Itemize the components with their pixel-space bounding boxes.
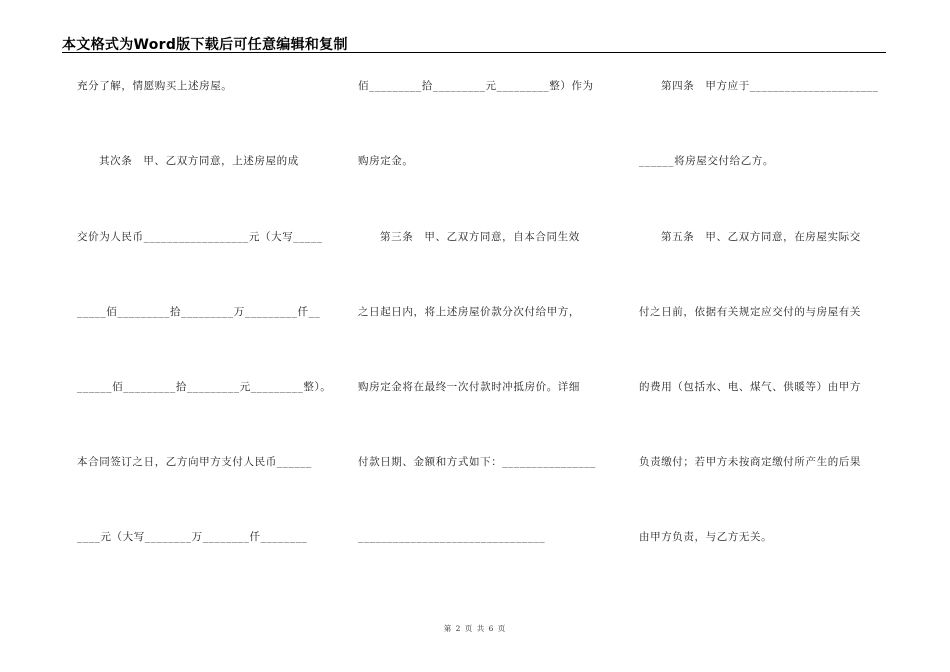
column-1-line-1: 充分了解，情愿购买上述房屋。 xyxy=(77,80,233,92)
text-column-3 xyxy=(639,0,889,600)
column-3-line-7: 由甲方负责，与乙方无关。 xyxy=(639,531,773,543)
column-1-line-4: _____佰_________拾_________万_________仟__ xyxy=(77,306,321,318)
column-3-line-3: 第五条 甲、乙双方同意，在房屋实际交 xyxy=(661,231,861,243)
text-column-1 xyxy=(77,0,332,600)
column-2-line-6: 付款日期、金额和方式如下：________________ xyxy=(358,456,596,468)
column-2-line-2: 购房定金。 xyxy=(358,155,414,167)
column-1-line-3: 交价为人民币__________________元（大写_____ xyxy=(77,231,323,243)
text-column-2 xyxy=(358,0,608,600)
column-2-line-4: 之日起日内，将上述房屋价款分次付给甲方， xyxy=(358,306,580,318)
page-header-title: 本文格式为Word版下载后可任意编辑和复制 xyxy=(62,37,348,53)
column-3-line-6: 负责缴付；若甲方未按商定缴付所产生的后果 xyxy=(639,456,861,468)
page-number: 第 2 页 共 6 页 xyxy=(443,624,507,633)
column-3-line-2: ______将房屋交付给乙方。 xyxy=(639,155,774,167)
column-3-line-4: 付之日前，依据有关规定应交付的与房屋有关 xyxy=(639,306,861,318)
column-2-line-1: 佰_________拾_________元_________整）作为 xyxy=(358,80,594,92)
column-2-line-5: 购房定金将在最终一次付款时冲抵房价。详细 xyxy=(358,381,580,393)
column-3-line-1: 第四条 甲方应于______________________ xyxy=(661,80,879,92)
column-2-line-3: 第三条 甲、乙双方同意，自本合同生效 xyxy=(380,231,580,243)
column-1-line-7: ____元（大写________万________仟________ xyxy=(77,531,308,543)
column-1-line-2: 其次条 甲、乙双方同意，上述房屋的成 xyxy=(99,155,299,167)
column-1-line-5: ______佰_________拾_________元_________整）。 xyxy=(77,381,332,393)
column-1-line-6: 本合同签订之日，乙方向甲方支付人民币______ xyxy=(77,456,312,468)
column-3-line-5: 的费用（包括水、电、煤气、供暖等）由甲方 xyxy=(639,381,861,393)
column-2-line-7: ________________________________ xyxy=(358,531,546,543)
